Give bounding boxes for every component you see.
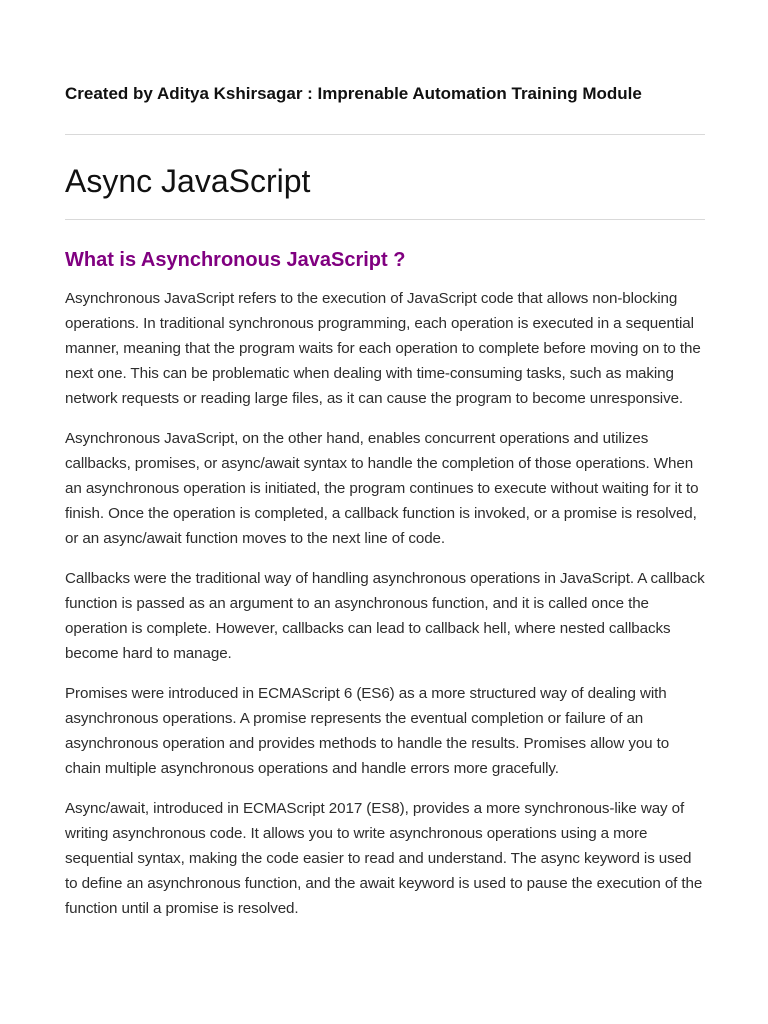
- title-divider: [65, 219, 705, 220]
- section-heading: What is Asynchronous JavaScript ?: [65, 249, 406, 271]
- paragraph-callbacks: Callbacks were the traditional way of handling asynchronous operations in JavaScript. A callback function is passed as an argument to an asynchronous function, and it is called once the operation is complete. However, callbacks can lead to callback hell, where nested callbacks become hard to manage.: [65, 570, 705, 662]
- paragraph-promises: Promises were introduced in ECMAScript 6 (ES6) as a more structured way of dealing with asynchronous operations. A promise represents the eventual completion or failure of an asynchronous operation and provides methods to handle the results. Promises allow you to chain multiple asynchronous operations and handle errors more gracefully.: [65, 685, 670, 777]
- header-divider: [65, 134, 705, 135]
- paragraph-concurrency: Asynchronous JavaScript, on the other hand, enables concurrent operations and utilizes callbacks, promises, or async/await syntax to handle the completion of those operations. When an asynchronous operation is initiated, the program continues to execute without waiting for it to finish. Once the operation is completed, a callback function is invoked, or a promise is resolved, or an async/await function moves to the next line of code.: [65, 430, 699, 547]
- document-title: Async JavaScript: [65, 163, 311, 199]
- paragraph-async-await: Async/await, introduced in ECMAScript 2017 (ES8), provides a more synchronous-like way of writing asynchronous code. It allows you to write asynchronous operations using a more sequential syntax, making the code easier to read and understand. The async keyword is used to define an asynchronous function, and the await keyword is used to pause the execution of the function until a promise is resolved.: [65, 800, 703, 917]
- paragraph-intro: Asynchronous JavaScript refers to the execution of JavaScript code that allows non-blocking operations. In traditional synchronous programming, each operation is executed in a sequential manner, meaning that the program waits for each operation to complete before moving on to the next one. This can be problematic when dealing with time-consuming tasks, such as making network requests or reading large files, as it can cause the program to become unresponsive.: [65, 290, 701, 407]
- header-credit: Created by Aditya Kshirsagar : Imprenable Automation Training Module: [65, 84, 642, 103]
- document-page: [65, 0, 705, 921]
